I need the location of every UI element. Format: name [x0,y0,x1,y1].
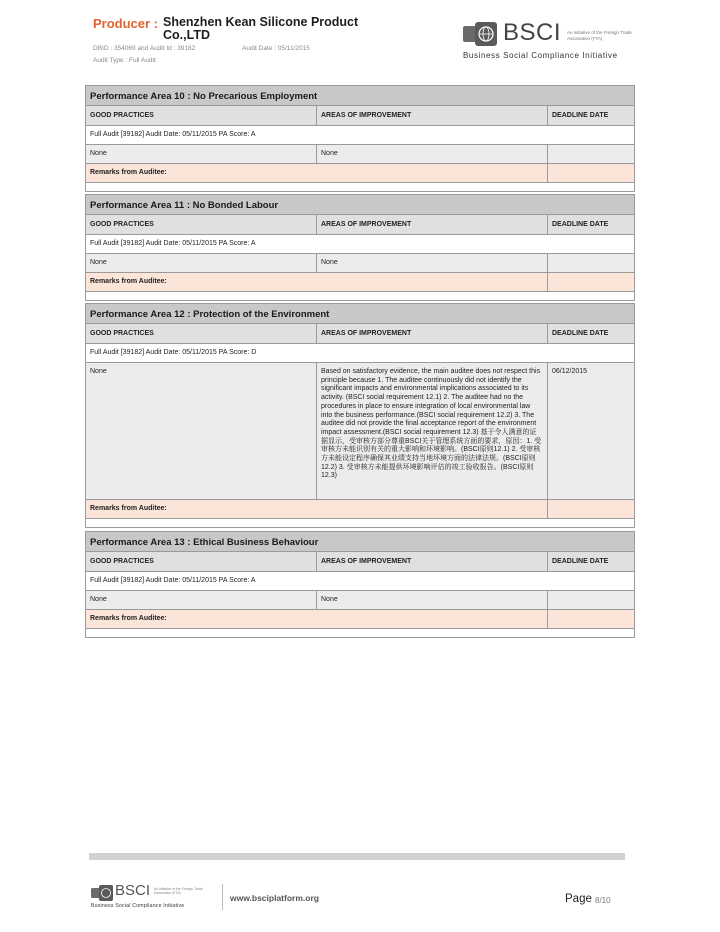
bsci-logo [463,18,638,64]
table-header-row [86,552,634,572]
remarks-label: Remarks from Auditee: [86,610,548,628]
footer-bsci-tagline: Business Social Compliance Initiative [91,903,185,909]
performance-area-12-table [85,303,635,528]
remarks-value [548,164,634,182]
bsci-hands-globe-icon [463,20,501,48]
dbid-line: DBID : 354069 and Audit Id : 39182 [93,45,196,52]
bsci-hands-globe-icon [91,884,115,902]
col-good-practices: GOOD PRACTICES [86,552,317,571]
footer-divider [222,884,223,910]
table-spacer [86,292,634,300]
col-deadline-date: DEADLINE DATE [552,330,609,337]
col-good-practices: GOOD PRACTICES [86,215,317,234]
performance-area-10-table [85,85,635,192]
deadline-value [548,591,634,609]
deadline-value [548,254,634,272]
performance-area-title: Performance Area 11 : No Bonded Labour [86,195,634,215]
remarks-label: Remarks from Auditee: [86,164,548,182]
remarks-label: Remarks from Auditee: [86,273,548,291]
footer-bsci-wordmark: BSCI [115,882,151,899]
audit-row [86,235,634,254]
page-label: Page [565,893,592,905]
footer-url-link[interactable]: www.bsciplatform.org [230,893,319,903]
table-spacer [86,183,634,191]
audit-line: Full Audit [39182] Audit Date: 05/11/2015 PA Score: A [90,577,256,584]
performance-area-11-table [85,194,635,301]
table-row [86,363,634,500]
performance-area-title: Performance Area 10 : No Precarious Employment [86,86,634,106]
bsci-wordmark: BSCI [503,19,562,46]
audit-row [86,126,634,145]
col-deadline-date: DEADLINE DATE [552,221,609,228]
remarks-value [548,500,634,518]
col-areas-of-improvement: AREAS OF IMPROVEMENT [317,552,548,571]
bsci-tagline: Business Social Compliance Initiative [463,51,618,60]
col-deadline-date: DEADLINE DATE [552,112,609,119]
audit-row [86,572,634,591]
remarks-row [86,164,634,183]
footer-bar [89,853,625,860]
good-practices-value: None [86,145,317,163]
deadline-value: 06/12/2015 [548,363,634,499]
audit-row [86,344,634,363]
good-practices-value: None [86,363,317,499]
audit-line: Full Audit [39182] Audit Date: 05/11/2015 PA Score: A [90,240,256,247]
col-areas-of-improvement: AREAS OF IMPROVEMENT [317,215,548,234]
remarks-value [548,610,634,628]
performance-area-title: Performance Area 13 : Ethical Business Behaviour [86,532,634,552]
col-good-practices: GOOD PRACTICES [86,324,317,343]
footer-bsci-logo [91,882,206,912]
audit-line: Full Audit [39182] Audit Date: 05/11/2015 PA Score: D [90,349,257,356]
table-header-row [86,106,634,126]
table-row [86,254,634,273]
producer-name: Shenzhen Kean Silicone Product Co.,LTD [163,15,359,42]
improvement-value: None [317,591,548,609]
remarks-row [86,500,634,519]
audit-line: Full Audit [39182] Audit Date: 05/11/2015 PA Score: A [90,131,256,138]
page-number: 8/10 [595,896,611,905]
table-spacer [86,519,634,527]
remarks-value [548,273,634,291]
performance-area-title: Performance Area 12 : Protection of the Environment [86,304,634,324]
col-areas-of-improvement: AREAS OF IMPROVEMENT [317,324,548,343]
footer-bsci-initiative-text: An initiative of the Foreign Trade Association (FTA) [154,887,203,896]
col-deadline-date: DEADLINE DATE [552,558,609,565]
good-practices-value: None [86,254,317,272]
table-row [86,145,634,164]
table-row [86,591,634,610]
producer-label: Producer : [93,16,159,31]
table-header-row [86,324,634,344]
audit-date: Audit Date : 05/11/2015 [242,45,310,52]
improvement-value: None [317,254,548,272]
col-good-practices: GOOD PRACTICES [86,106,317,125]
bsci-initiative-text: An initiative of the Foreign Trade Association (FTA) [567,30,632,41]
improvement-value: None [317,145,548,163]
deadline-value [548,145,634,163]
table-spacer [86,629,634,637]
remarks-row [86,273,634,292]
improvement-value: Based on satisfactory evidence, the main auditee does not respect this principle because 1. The auditee continuously did not identify the significant impacts and environmental implications associated to its activity. (BSCI social requirement 12.1) 2. The auditee had no the procedures in place to ensure integration of local environmental law into the business performance.(BSCI social requirement 12.2) 3. The auditee did not provide the final acceptance report of the environment impact assessment.(BSCI social requirement 12.3) 基于令人满意的证据显示，受审核方部分尊重BSCI关于管理系统方面的要求，原因：1. 受审核方未能识别有关的重大影响和环境影响。(BSCI原则12.1) 2. 受审核方未能设定程序确保其业绩支持当地环境方面的法律法规。(BSCI原则12.2) 3. 受审核方未能提供环境影响评估的竣工验收报告。(BSCI原则12.3) [317,363,548,499]
remarks-row [86,610,634,629]
good-practices-value: None [86,591,317,609]
col-areas-of-improvement: AREAS OF IMPROVEMENT [317,106,548,125]
table-header-row [86,215,634,235]
performance-area-13-table [85,531,635,638]
audit-type: Audit Type : Full Audit [93,57,156,64]
remarks-label: Remarks from Auditee: [86,500,548,518]
